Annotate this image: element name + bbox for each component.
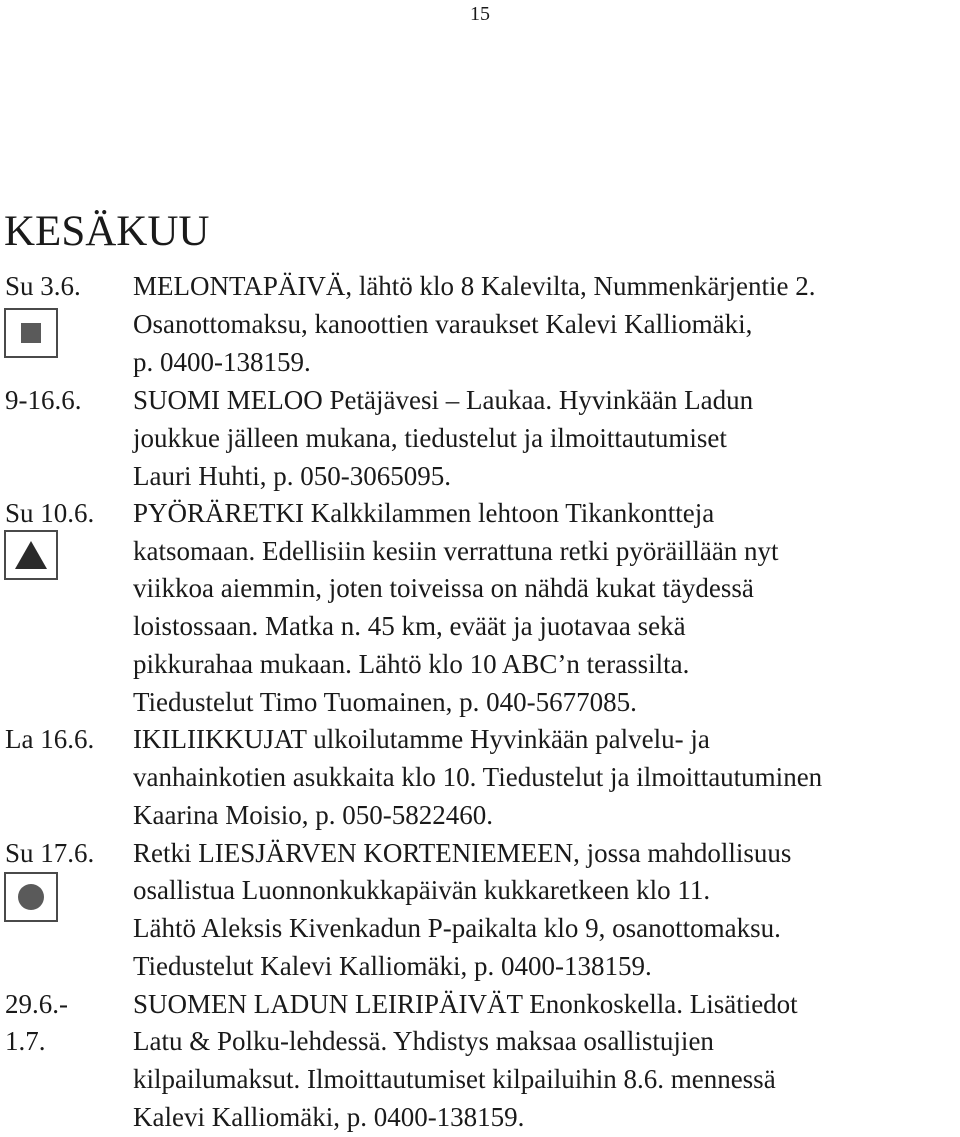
entry-line: Lähtö Aleksis Kivenkadun P-paikalta klo 9, osanottomaksu. [133,913,781,943]
entry-line: SUOMEN LADUN LEIRIPÄIVÄT Enonkoskella. Lisätiedot [133,989,798,1019]
entry-line: osallistua Luonnonkukkapäivän kukkaretkeen klo 11. [133,875,711,905]
entry-line: IKILIIKKUJAT ulkoilutamme Hyvinkään palvelu- ja [133,724,710,754]
entry-line: MELONTAPÄIVÄ, lähtö klo 8 Kalevilta, Nummenkärjentie 2. [133,271,816,301]
entry-line: kilpailumaksut. Ilmoittautumiset kilpailuihin 8.6. mennessä [133,1064,776,1094]
entry-line: Lauri Huhti, p. 050-3065095. [133,461,451,491]
entry-line: Tiedustelut Timo Tuomainen, p. 040-5677085. [133,687,637,717]
entry-line: PYÖRÄRETKI Kalkkilammen lehtoon Tikankontteja [133,498,715,528]
square-icon [4,308,58,358]
entry-line: loistossaan. Matka n. 45 km, eväät ja juotavaa sekä [133,611,686,641]
entry-line: SUOMI MELOO Petäjävesi – Laukaa. Hyvinkään Ladun [133,385,754,415]
entry-line: Kaarina Moisio, p. 050-5822460. [133,800,493,830]
entry-line: vanhainkotien asukkaita klo 10. Tiedustelut ja ilmoittautuminen [133,762,823,792]
entry-line: Osanottomaksu, kanoottien varaukset Kalevi Kalliomäki, [133,309,753,339]
entry-line: viikkoa aiemmin, joten toiveissa on nähdä kukat täydessä [133,573,754,603]
entry-line: Kalevi Kalliomäki, p. 0400-138159. [133,1102,525,1132]
entry-line: pikkurahaa mukaan. Lähtö klo 10 ABC’n terassilta. [133,649,690,679]
entry-date-end: 1.7. [5,1026,46,1056]
entry-date: Su 10.6. [5,498,95,528]
entry-line: katsomaan. Edellisiin kesiin verrattuna retki pyöräillään nyt [133,536,779,566]
section-heading: KESÄKUU [4,208,210,255]
entry-date: Su 3.6. [5,271,81,301]
entry-line: Retki LIESJÄRVEN KORTENIEMEEN, jossa mahdollisuus [133,838,792,868]
entry-date: 9-16.6. [5,385,82,415]
circle-icon [4,872,58,922]
entry-line: p. 0400-138159. [133,347,311,377]
entry-date: La 16.6. [5,724,95,754]
page-number: 15 [470,3,490,25]
triangle-icon [4,530,58,580]
entry-line: joukkue jälleen mukana, tiedustelut ja ilmoittautumiset [133,423,727,453]
entry-date: Su 17.6. [5,838,95,868]
entry-date: 29.6.- [5,989,68,1019]
entry-line: Tiedustelut Kalevi Kalliomäki, p. 0400-138159. [133,951,652,981]
entry-line: Latu & Polku-lehdessä. Yhdistys maksaa osallistujien [133,1026,714,1056]
